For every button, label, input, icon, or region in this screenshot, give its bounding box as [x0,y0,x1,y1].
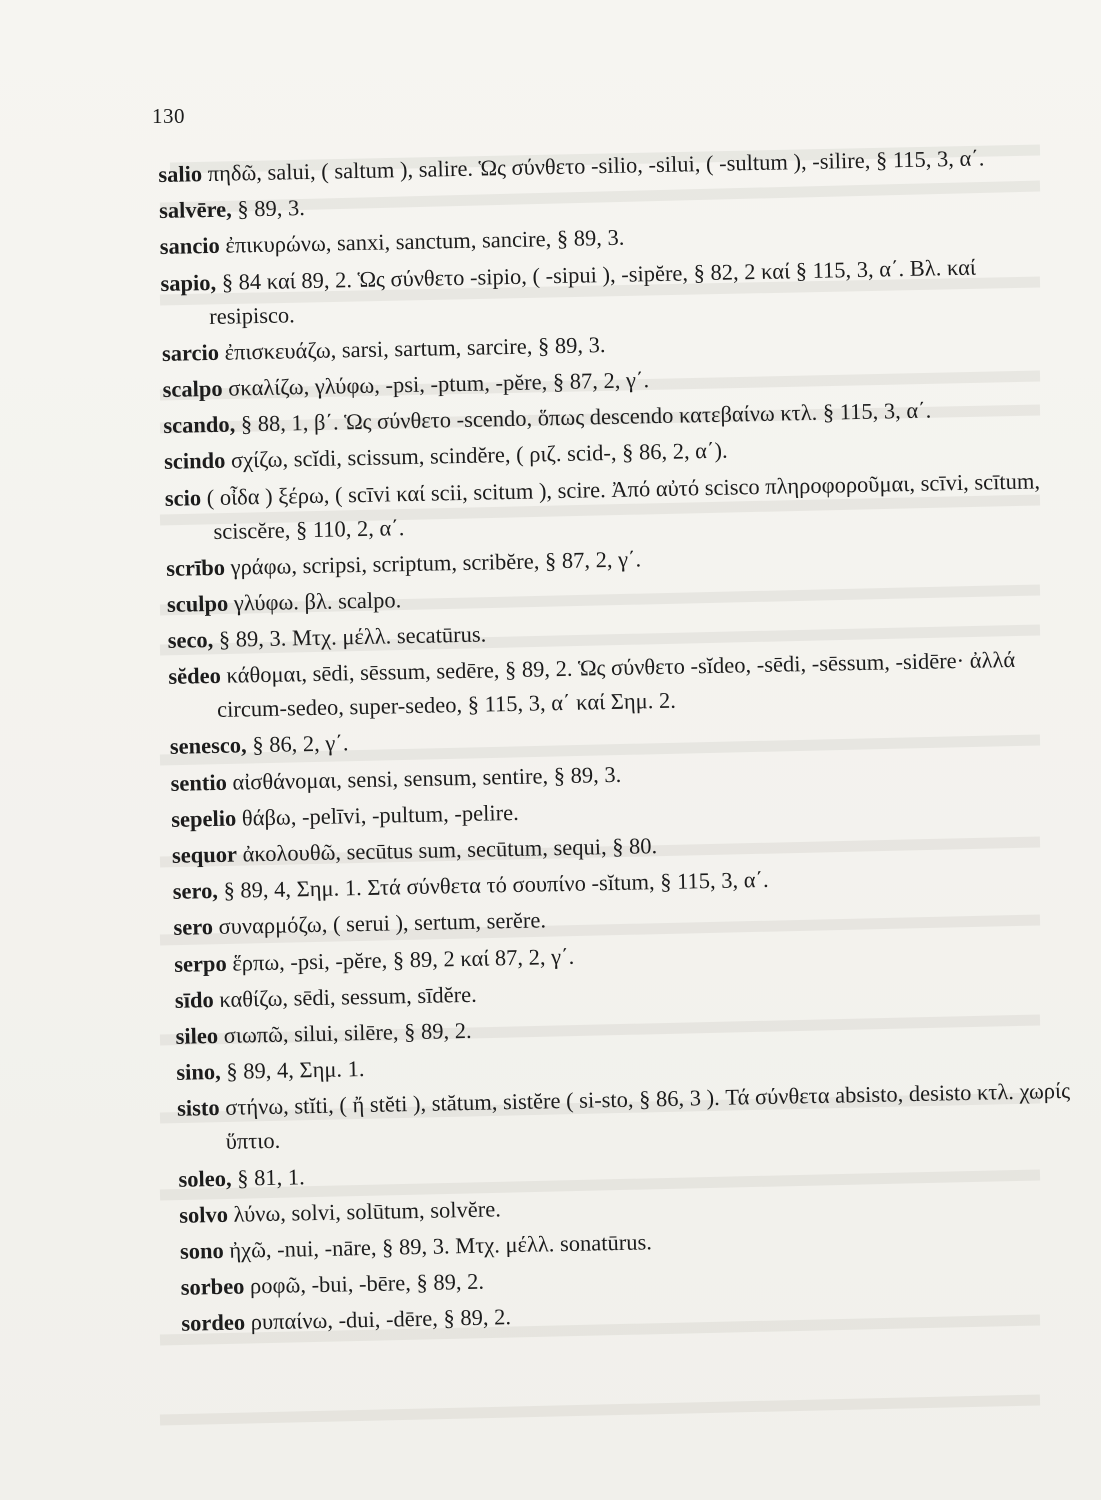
entry-headword: seco, [167,627,214,653]
entry-text: § 89, 4, Σημ. 1. Στά σύνθετα τό σουπίνο -sĭtum, § 115, 3, α΄. [223,867,769,904]
entry-headword: sancio [159,233,221,260]
entry-text: γλύφω. βλ. scalpo. [233,587,402,616]
entry-text: ἠχῶ, -nui, -nāre, § 89, 3. Μτχ. μέλλ. sonatūrus. [229,1229,653,1263]
entry-text: σκαλίζω, γλύφω, -psi, -ptum, -pĕre, § 87, 2, γ΄. [228,367,650,401]
entry-headword: sorbeo [180,1273,245,1300]
entry-headword: senesco, [169,732,247,760]
entry-headword: sordeo [181,1309,246,1337]
entry-text: ( οἶδα ) ξέρω, ( scīvi καί scii, scitum ), scire. Ἀπό αὐτό scisco πληροφοροῦμαι, scīvi, scītum, sciscĕre, § 110, 2, α΄. [206,467,1041,544]
entry-text: γράφω, scripsi, scriptum, scribĕre, § 87, 2, γ΄. [230,546,642,580]
entry-text: § 89, 3. [237,195,306,222]
entry-headword: salio [158,161,203,187]
entry-text: § 86, 2, γ΄. [252,730,349,758]
entry-headword: sono [179,1237,224,1264]
entry-text: ροφῶ, -bui, -bēre, § 89, 2. [249,1268,485,1299]
entry-headword: sequor [171,841,238,868]
entry-text: § 89, 4, Σημ. 1. [226,1056,365,1084]
entry-text: § 84 καί 89, 2. Ὡς σύνθετο -sipio, ( -sipui ), -sipĕre, § 82, 2 καί § 115, 3, α΄. Βλ. καί resipisco. [208,254,977,329]
entry-text: σιωπῶ, silui, silēre, § 89, 2. [223,1017,472,1048]
entry-headword: soleo, [178,1165,232,1192]
entry-headword: sculpo [166,590,229,617]
entry-text: καθίζω, sēdi, sessum, sīdĕre. [219,981,477,1012]
entry-headword: sero, [172,878,219,905]
page-number: 130 [152,104,185,128]
entry-headword: serpo [173,950,227,977]
entry-headword: sisto [176,1095,220,1122]
entry-text: ρυπαίνω, -dui, -dēre, § 89, 2. [250,1304,512,1335]
entry-headword: sīdo [174,986,214,1013]
dictionary-entries [158,140,1082,1343]
entry-text: πηδῶ, salui, ( saltum ), salire. Ὡς σύνθετο -silio, -silui, ( -sultum ), -silire, § 115, 3, α΄. [207,145,985,187]
entry-text: συναρμόζω, ( serui ), sertum, serĕre. [218,907,547,940]
entry-headword: sarcio [161,339,220,366]
entry-headword: salvēre, [158,196,232,224]
entry-headword: solvo [178,1201,229,1228]
entry-text: θάβω, -pelīvi, -pultum, -pelire. [241,799,519,831]
entry-text: § 81, 1. [236,1163,305,1191]
entry-text: αἰσθάνομαι, sensi, sensum, sentire, § 89, 3. [232,761,622,795]
entry-text: ἐπισκευάζω, sarsi, sartum, sarcire, § 89, 3. [224,331,606,365]
entry-headword: sepelio [171,805,237,832]
entry-text: λύνω, solvi, solūtum, solvĕre. [233,1196,502,1227]
entry-headword: scrībo [165,554,226,581]
entry-headword: sentio [170,769,228,796]
entry-headword: sero [173,914,214,941]
entry-headword: scio [164,484,202,511]
entry-headword: sapio, [160,269,217,296]
entry-headword: scando, [163,411,236,439]
entry-text: ἀκολουθῶ, secūtus sum, secūtum, sequi, § 80. [242,833,658,867]
entry-headword: scindo [163,448,226,475]
entry-text: κάθομαι, sēdi, sēssum, sedēre, § 89, 2. Ὡς σύνθετο -sĭdeo, -sēdi, -sēssum, -sidēre· ἀλλά circum-sedeo, super-sedeo, § 115, 3, α΄ καί Σημ. 2. [216,647,1016,723]
entry-text: στήνω, stĭti, ( ἤ stĕti ), stătum, sistĕre ( si-sto, § 86, 3 ). Τά σύνθετα absisto, desisto κτλ. χωρίς ὕπτιο. [224,1078,1071,1155]
entry-text: ἐπικυρώνω, sanxi, sanctum, sancire, § 89, 3. [225,225,625,259]
entry-text: § 88, 1, β΄. Ὡς σύνθετο -scendo, ὅπως descendo κατεβαίνω κτλ. § 115, 3, α΄. [240,397,932,437]
entry-headword: sileo [175,1022,219,1049]
entry-text: § 89, 3. Μτχ. μέλλ. secatūrus. [218,621,487,652]
entry-text: ἕρπω, -psi, -pĕre, § 89, 2 καί 87, 2, γ΄. [232,943,575,976]
entry-headword: sĕdeo [168,663,222,690]
entry-text: σχίζω, scĭdi, scissum, scindĕre, ( ριζ. scid-, § 86, 2, α΄). [230,437,728,473]
entry-headword: scalpo [162,375,223,402]
entry-headword: sino, [176,1059,222,1085]
